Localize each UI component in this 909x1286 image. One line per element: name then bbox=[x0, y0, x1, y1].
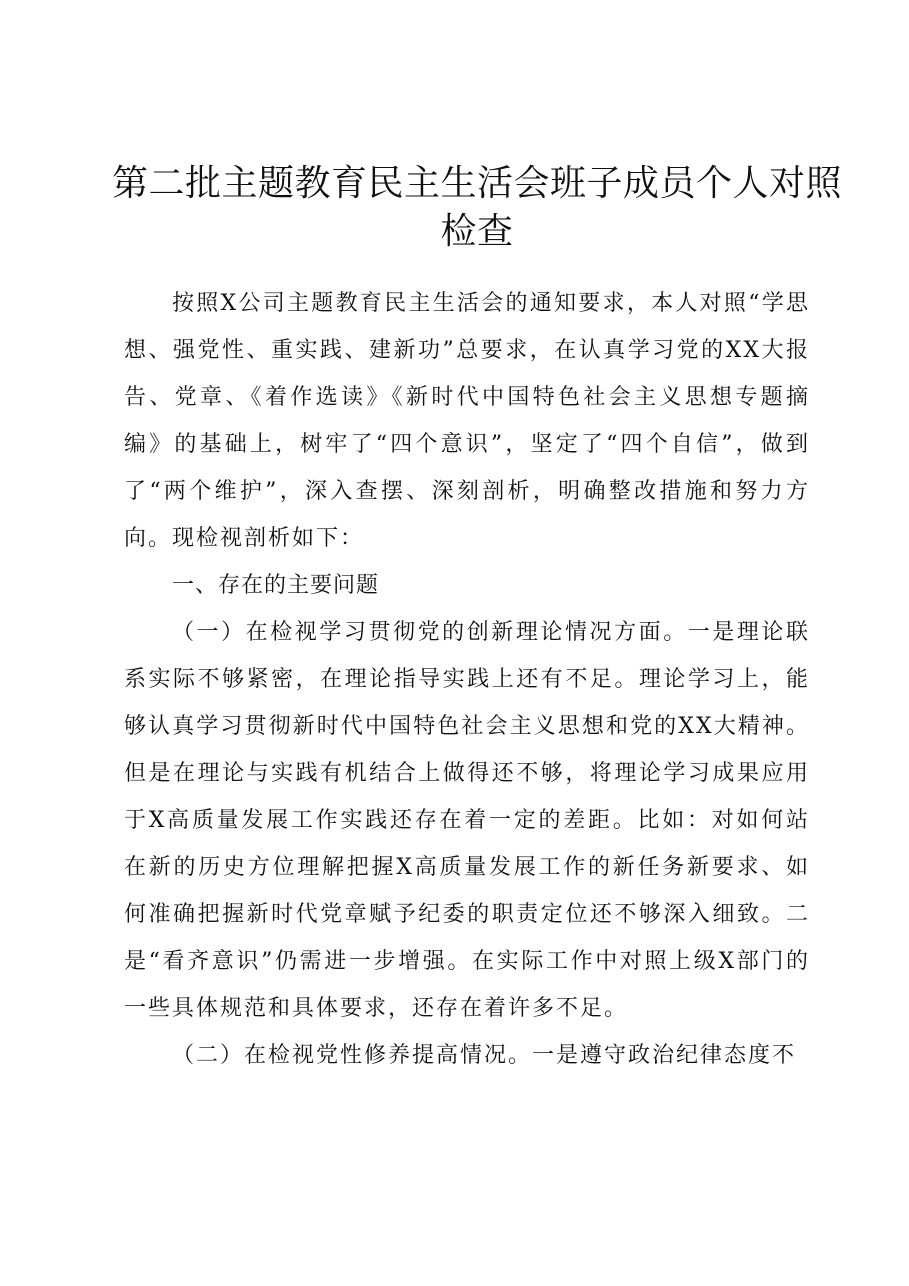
paragraph-theory-study: （一）在检视学习贯彻党的创新理论情况方面。一是理论联系实际不够紧密，在理论指导实践上还有不足。理论学习上，能够认真学习贯彻新时代中国特色社会主义思想和党的XX大精神。但是在理论与实践有机结合上做得还不够，将理论学习成果应用于X高质量发展工作实践还存在着一定的差距。比如：对如何站在新的历史方位理解把握X高质量发展工作的新任务新要求、如何准确把握新时代党章赋予纪委的职责定位还不够深入细致。二是“看齐意识”仍需进一步增强。在实际工作中对照上级X部门的一些具体规范和具体要求，还存在着许多不足。 bbox=[124, 620, 810, 1021]
document-body bbox=[124, 280, 810, 1079]
paragraph-party-spirit: （二）在检视党性修养提高情况。一是遵守政治纪律态度不 bbox=[172, 1043, 797, 1068]
document-title: 第二批主题教育民主生活会班子成员个人对照检查 bbox=[112, 163, 843, 252]
intro-paragraph: 按照X公司主题教育民主生活会的通知要求，本人对照“学思想、强党性、重实践、建新功”总要求，在认真学习党的XX大报告、党章、《着作选读》《新时代中国特色社会主义思想专题摘编》的基础上，树牢了“四个意识”，坚定了“四个自信”，做到了“两个维护”，深入查摆、深刻剖析，明确整改措施和努力方向。现检视剖析如下： bbox=[124, 291, 810, 551]
section-heading: 一、存在的主要问题 bbox=[172, 573, 380, 598]
